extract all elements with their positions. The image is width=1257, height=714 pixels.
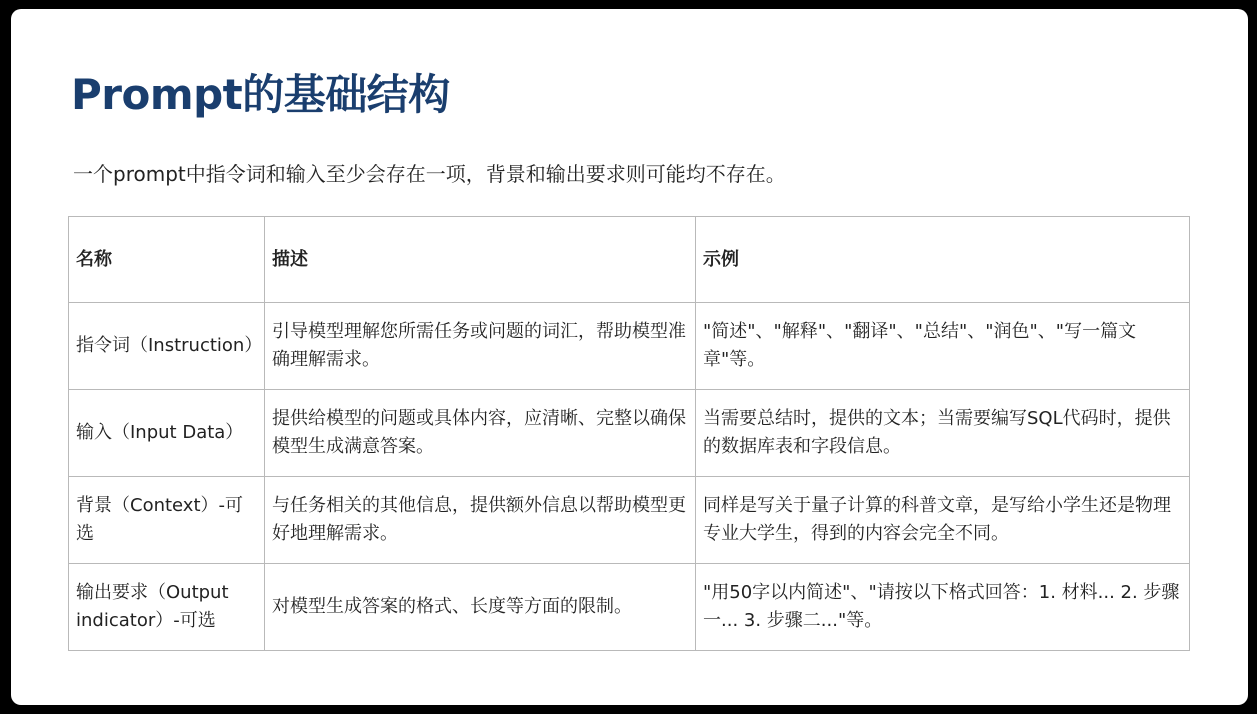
row-example: 当需要总结时，提供的文本；当需要编写SQL代码时，提供的数据库表和字段信息。 [696, 390, 1190, 477]
header-description: 描述 [265, 217, 696, 303]
row-name-output-indicator: 输出要求（Output indicator）-可选 [69, 564, 265, 651]
header-example: 示例 [696, 217, 1190, 303]
table-row [69, 477, 1190, 564]
header-name: 名称 [69, 217, 265, 303]
slide-title: Prompt的基础结构 [71, 70, 450, 119]
table-row [69, 564, 1190, 651]
row-description: 提供给模型的问题或具体内容，应清晰、完整以确保模型生成满意答案。 [265, 390, 696, 477]
row-name-input-data: 输入（Input Data） [69, 390, 265, 477]
row-description: 引导模型理解您所需任务或问题的词汇，帮助模型准确理解需求。 [265, 303, 696, 390]
table-row [69, 390, 1190, 477]
row-name-instruction: 指令词（Instruction） [69, 303, 265, 390]
slide-subtitle: 一个prompt中指令词和输入至少会存在一项，背景和输出要求则可能均不存在。 [73, 162, 786, 186]
row-example: "简述"、"解释"、"翻译"、"总结"、"润色"、"写一篇文章"等。 [696, 303, 1190, 390]
row-description: 与任务相关的其他信息，提供额外信息以帮助模型更好地理解需求。 [265, 477, 696, 564]
prompt-structure-table [68, 216, 1190, 651]
row-example: 同样是写关于量子计算的科普文章，是写给小学生还是物理专业大学生，得到的内容会完全不同。 [696, 477, 1190, 564]
table-row [69, 303, 1190, 390]
table-header-row [69, 217, 1190, 303]
row-name-context: 背景（Context）-可选 [69, 477, 265, 564]
slide [11, 9, 1248, 705]
row-description: 对模型生成答案的格式、长度等方面的限制。 [265, 564, 696, 651]
row-example: "用50字以内简述"、"请按以下格式回答：1. 材料... 2. 步骤一... 3. 步骤二..."等。 [696, 564, 1190, 651]
